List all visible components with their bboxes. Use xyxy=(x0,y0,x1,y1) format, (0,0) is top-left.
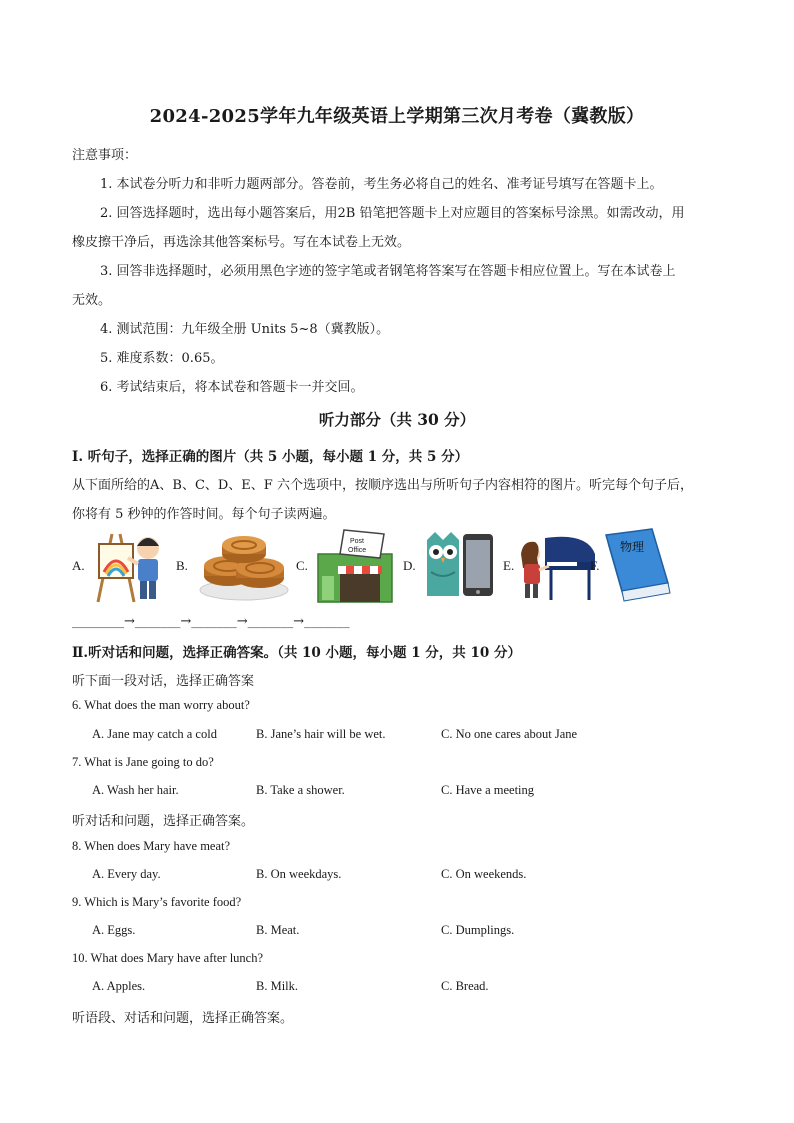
option-c[interactable]: C. No one cares about Jane xyxy=(441,727,578,741)
option-a[interactable]: A. Apples. xyxy=(92,979,146,993)
option-b[interactable]: B. Jane’s hair will be wet. xyxy=(256,727,386,741)
mooncakes-icon xyxy=(198,532,290,602)
question-6: 6. What does the man worry about? xyxy=(72,698,250,712)
boy-painting-icon xyxy=(90,528,170,604)
note-item: 无效。 xyxy=(72,293,112,308)
answer-blank-line[interactable]: ________→_______→_______→_______→_______ xyxy=(72,614,350,629)
option-label: C. xyxy=(296,558,308,573)
physics-book-icon xyxy=(602,527,672,603)
note-item: 6. 考试结束后，将本试卷和答题卡一并交回。 xyxy=(100,380,364,395)
option-label: E. xyxy=(503,558,515,573)
option-c[interactable]: C. On weekends. xyxy=(441,867,527,881)
option-b[interactable]: B. On weekdays. xyxy=(256,867,342,881)
girl-piano-icon xyxy=(515,528,599,602)
option-b[interactable]: B. Take a shower. xyxy=(256,783,345,797)
sign-text: Office xyxy=(348,547,367,554)
book-title-text: 物理 xyxy=(620,540,645,554)
note-item: 3. 回答非选择题时，必须用黑色字迹的签字笔或者钢笔将答案写在答题卡相应位置上。写在本试卷上 xyxy=(100,264,676,279)
option-label: F. xyxy=(590,558,600,573)
exam-title: 2024-2025学年九年级英语上学期第三次月考卷（冀教版） xyxy=(149,106,645,127)
post-office-icon xyxy=(314,526,396,604)
option-b[interactable]: B. Milk. xyxy=(256,979,299,993)
question-7: 7. What is Jane going to do? xyxy=(72,755,214,769)
sign-text: Post xyxy=(350,538,365,545)
option-a[interactable]: A. Eggs. xyxy=(92,923,136,937)
part2-intro: 听对话和问题，选择正确答案。 xyxy=(72,814,255,829)
option-a[interactable]: A. Jane may catch a cold xyxy=(92,727,217,741)
note-item: 2. 回答选择题时，选出每小题答案后，用2B 铅笔把答题卡上对应题目的答案标号涂黑。如需改动，用 xyxy=(100,206,685,221)
option-b[interactable]: B. Meat. xyxy=(256,923,300,937)
part1-instruction: 你将有 5 秒钟的作答时间。每个句子读两遍。 xyxy=(72,507,336,522)
option-c[interactable]: C. Have a meeting xyxy=(441,783,535,797)
option-a[interactable]: A. Wash her hair. xyxy=(92,783,179,797)
part2-intro: 听下面一段对话，选择正确答案 xyxy=(72,674,255,689)
note-item: 橡皮擦干净后，再选涂其他答案标号。写在本试卷上无效。 xyxy=(72,235,411,250)
part1-instruction: 从下面所给的A、B、C、D、E、F 六个选项中，按顺序选出与所听句子内容相符的图片。听完每个句子后， xyxy=(72,478,693,493)
part1-heading: Ⅰ. 听句子，选择正确的图片（共 5 小题，每小题 1 分，共 5 分） xyxy=(72,449,469,465)
option-label: D. xyxy=(403,558,416,573)
option-label: A. xyxy=(72,558,85,573)
option-c[interactable]: C. Dumplings. xyxy=(441,923,515,937)
note-item: 4. 测试范围：九年级全册 Units 5~8（冀教版）。 xyxy=(100,322,390,337)
part2-heading: Ⅱ.听对话和问题，选择正确答案。（共 10 小题，每小题 1 分，共 10 分） xyxy=(72,645,521,661)
question-10: 10. What does Mary have after lunch? xyxy=(72,951,264,965)
question-9: 9. Which is Mary’s favorite food? xyxy=(72,895,242,909)
option-c[interactable]: C. Bread. xyxy=(441,979,489,993)
note-item: 5. 难度系数：0.65。 xyxy=(100,351,224,366)
option-a[interactable]: A. Every day. xyxy=(92,867,161,881)
option-label: B. xyxy=(176,558,188,573)
owl-phone-icon xyxy=(425,530,497,600)
note-item: 1. 本试卷分听力和非听力题两部分。答卷前，考生务必将自己的姓名、准考证号填写在答题卡上。 xyxy=(100,177,663,192)
notes-heading: 注意事项： xyxy=(72,148,138,163)
part2-intro: 听语段、对话和问题，选择正确答案。 xyxy=(72,1011,294,1026)
listening-section-title: 听力部分（共 30 分） xyxy=(318,410,476,429)
question-8: 8. When does Mary have meat? xyxy=(72,839,231,853)
